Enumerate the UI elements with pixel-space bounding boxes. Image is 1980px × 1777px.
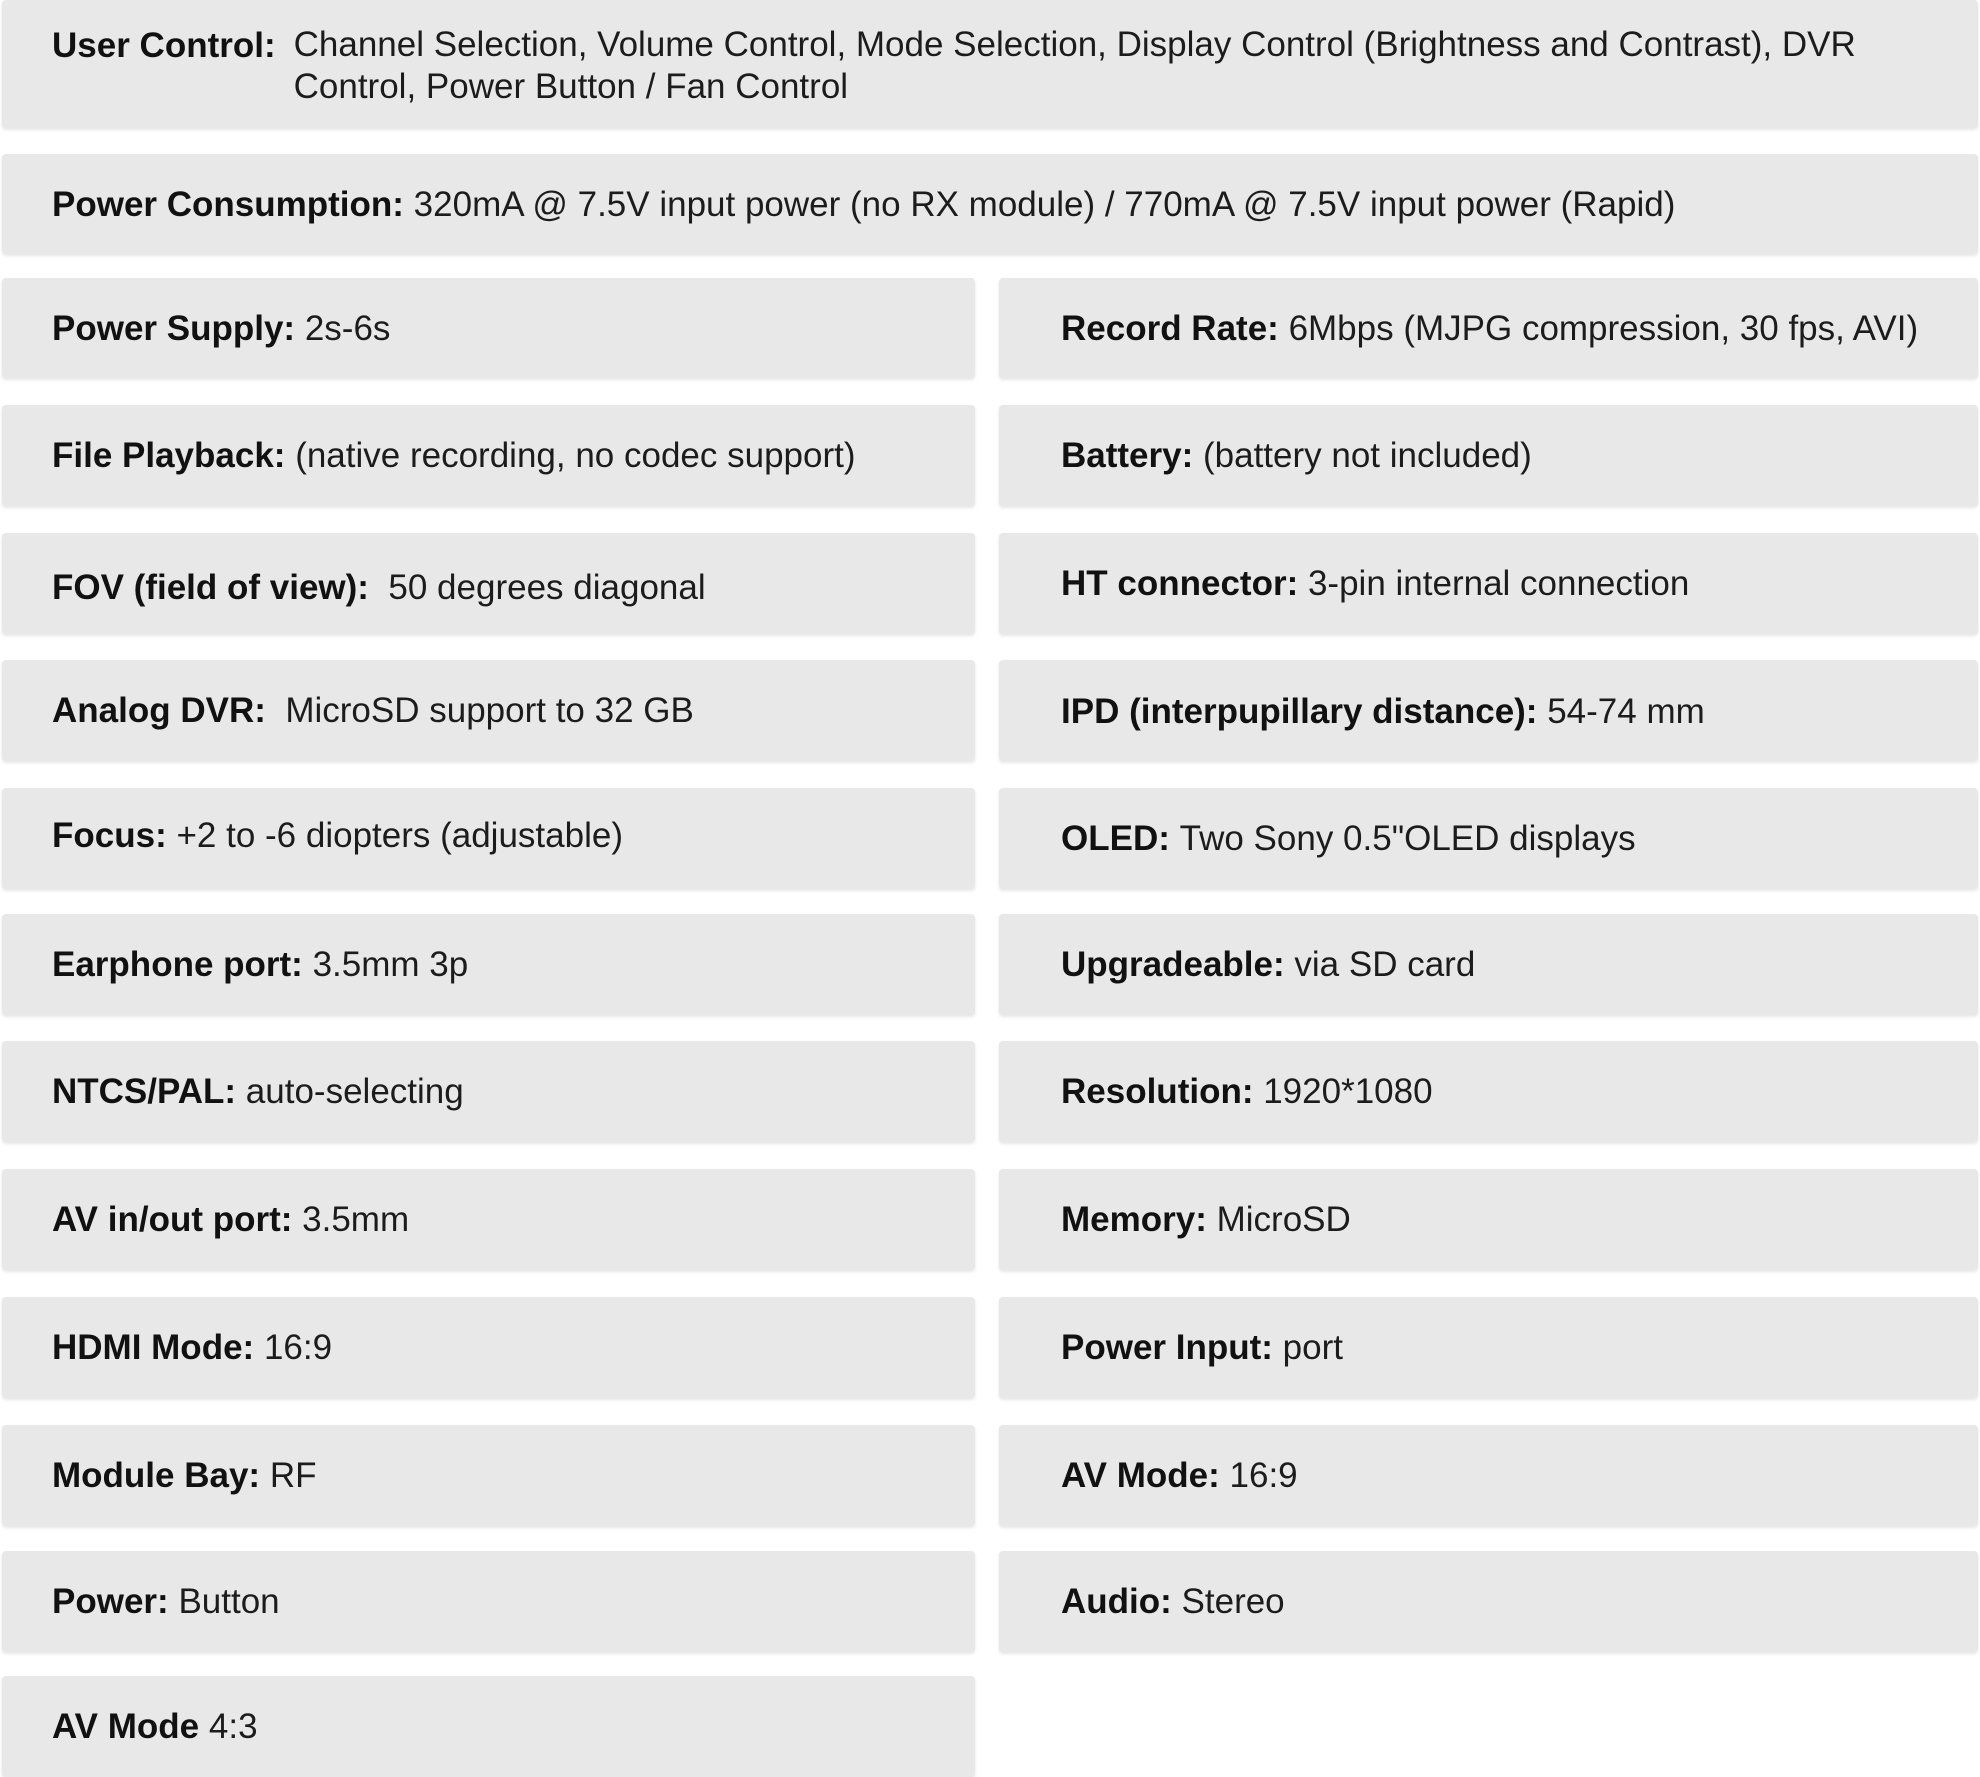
spec-value: 16:9 [1229,1456,1298,1495]
spec-label: Power Input: [1061,1328,1273,1367]
spec-value: 320mA @ 7.5V input power (no RX module) / 770mA @ 7.5V input power (Rapid) [413,184,1676,224]
spec-value: (native recording, no codec support) [295,436,856,475]
spec-oled [999,788,1978,889]
spec-memory [999,1169,1978,1270]
spec-label: Upgradeable: [1061,945,1285,984]
spec-av-port [2,1169,975,1270]
spec-power [2,1551,975,1652]
spec-value: 1920*1080 [1263,1072,1433,1111]
spec-label: Power Consumption: [52,184,404,224]
spec-label: IPD (interpupillary distance): [1061,692,1538,731]
spec-value: RF [269,1456,317,1495]
spec-av-mode-4-3 [2,1676,975,1777]
spec-label: Earphone port: [52,945,303,984]
spec-upgradeable [999,914,1978,1015]
spec-label: User Control: [52,26,276,65]
spec-label: File Playback: [52,436,286,475]
spec-label: OLED: [1061,819,1170,858]
spec-value: 16:9 [263,1328,333,1367]
spec-value: auto-selecting [245,1072,464,1111]
spec-av-mode-16-9 [999,1425,1978,1526]
spec-earphone-port [2,914,975,1015]
spec-ntsc-pal [2,1041,975,1142]
spec-value: 3-pin internal connection [1307,564,1690,603]
spec-label: FOV (field of view): [52,568,369,607]
spec-label: HT connector: [1061,564,1299,603]
spec-label: Power: [52,1582,169,1621]
spec-value: 2s-6s [304,308,391,348]
spec-value: port [1282,1328,1343,1367]
spec-label: Resolution: [1061,1072,1254,1111]
spec-value: Two Sony 0.5"OLED displays [1179,819,1636,858]
spec-power-input [999,1297,1978,1398]
spec-label: Focus: [52,816,167,855]
spec-label: Module Bay: [52,1456,261,1495]
spec-label: AV Mode [52,1707,200,1746]
spec-fov [2,533,975,634]
spec-value: +2 to -6 diopters (adjustable) [176,816,623,855]
spec-battery [999,405,1978,506]
spec-value: Stereo [1181,1582,1285,1621]
spec-value: 4:3 [208,1707,258,1746]
spec-value: via SD card [1294,945,1476,984]
spec-label: Analog DVR: [52,691,266,730]
spec-label: AV Mode: [1061,1456,1220,1495]
spec-label: Power Supply: [52,308,296,348]
spec-value: MicroSD [1216,1200,1351,1239]
spec-record-rate [999,278,1978,378]
spec-ht-connector [999,533,1978,634]
spec-value: MicroSD support to 32 GB [285,691,694,730]
spec-label: Audio: [1061,1582,1172,1621]
spec-value: 50 degrees diagonal [388,568,706,607]
spec-label: Battery: [1061,436,1194,475]
spec-ipd [999,660,1978,761]
spec-value: 3.5mm [302,1200,410,1239]
spec-value: 6Mbps (MJPG compression, 30 fps, AVI) [1288,308,1919,348]
spec-value: Button [178,1582,280,1621]
spec-power-consumption [2,154,1978,254]
spec-value: 3.5mm 3p [312,945,469,984]
spec-label: NTCS/PAL: [52,1072,237,1111]
spec-audio [999,1551,1978,1652]
spec-analog-dvr [2,660,975,761]
spec-value: (battery not included) [1203,436,1532,475]
spec-power-supply [2,278,975,378]
spec-value: Channel Selection, Volume Control, Mode Selection, Display Control (Brightness and Contrast), DVR Control, Power Button / Fan Control [293,25,1856,106]
spec-label: Record Rate: [1061,308,1279,348]
spec-module-bay [2,1425,975,1526]
spec-file-playback [2,405,975,506]
spec-user-control [2,0,1978,128]
spec-value: 54-74 mm [1547,692,1705,731]
spec-label: HDMI Mode: [52,1328,255,1367]
spec-focus [2,788,975,889]
spec-hdmi-mode [2,1297,975,1398]
spec-label: Memory: [1061,1200,1207,1239]
spec-resolution [999,1041,1978,1142]
spec-label: AV in/out port: [52,1200,293,1239]
